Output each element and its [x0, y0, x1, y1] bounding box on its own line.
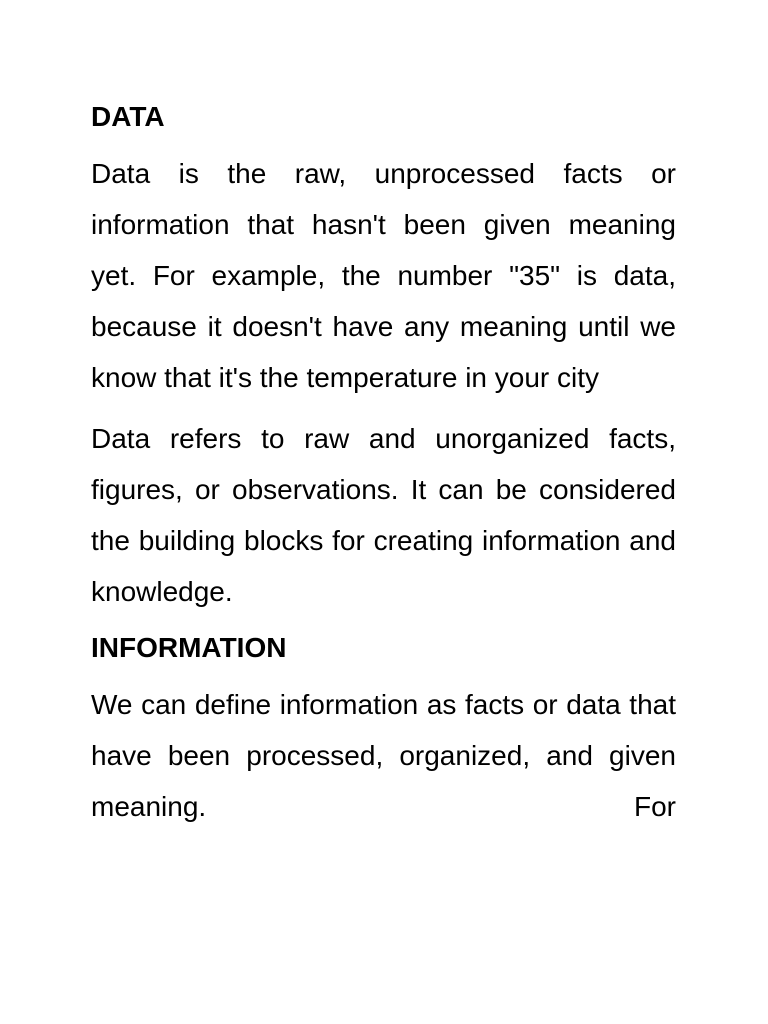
- paragraph-data-building-blocks: Data refers to raw and unorganized facts, figures, or observations. It can be considered the building blocks for creating information and knowledge.: [91, 423, 676, 607]
- heading-information: INFORMATION: [91, 632, 287, 663]
- paragraph-information-definition: We can define information as facts or data that have been processed, organized, and given meaning. For: [91, 689, 676, 822]
- paragraph-data-definition: Data is the raw, unprocessed facts or information that hasn't been given meaning yet. For example, the number "35" is data, because it doesn't have any meaning until we know that it's the temperature in your city: [91, 158, 676, 393]
- heading-data: DATA: [91, 101, 165, 132]
- document-page: [91, 96, 676, 842]
